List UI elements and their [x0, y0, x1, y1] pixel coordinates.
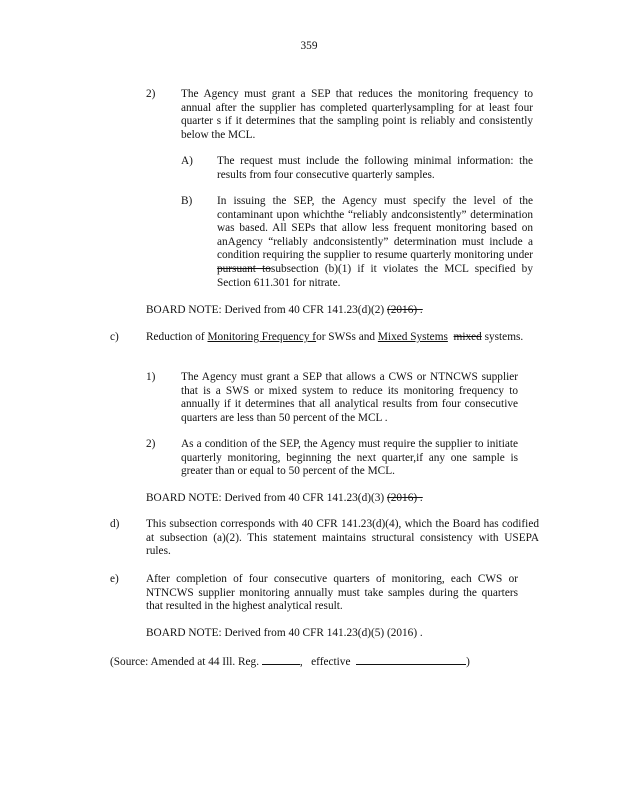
item-2-text: The Agency must grant a SEP that reduces the monitoring frequency to annual after the supplier has completed quarterlysampling for at least four quarter s if it determines that the sampling point is reliably and consistently below the MCL. — [181, 88, 533, 141]
item-2a-label: A) — [181, 155, 193, 167]
item-c-underlined-2: Mixed Systems — [377, 331, 448, 343]
item-c-underlined-1: Monitoring Frequency f — [207, 331, 317, 343]
item-c1-label: 1) — [146, 371, 156, 383]
item-d-label: d) — [110, 518, 120, 530]
source-comma: , — [299, 656, 303, 668]
item-2b-text-before: In issuing the SEP, the Agency must specify the level of the contaminant upon whichthe “reliably andconsistently” determination was based. All SEPs that allow less frequent monitoring based on anAgency “reliably andconsistently” determination must include a condition requiring the supplier to resume quarterly monitoring under — [217, 195, 533, 262]
item-2b-struck: pursuant to — [217, 262, 271, 275]
board-note-2 — [146, 492, 423, 506]
item-2a-text: The request must include the following minimal information: the results from four consecutive quarterly samples. — [217, 155, 533, 181]
item-c2-label: 2) — [146, 438, 156, 450]
board-note-2-text: BOARD NOTE: Derived from 40 CFR 141.23(d)(3) — [146, 492, 387, 504]
source-effective: effective — [311, 656, 351, 668]
board-note-1-text: BOARD NOTE: Derived from 40 CFR 141.23(d)(2) — [146, 304, 387, 316]
item-2b-label: B) — [181, 195, 193, 207]
item-c-text-1: Reduction of — [146, 331, 208, 343]
effective-blank — [356, 653, 466, 665]
source-prefix: (Source: Amended at 44 Ill. Reg. — [110, 656, 260, 668]
board-note-1 — [146, 304, 423, 318]
page-number: 359 — [300, 40, 318, 52]
item-2-label: 2) — [146, 88, 156, 100]
item-d-text: This subsection corresponds with 40 CFR 141.23(d)(4), which the Board has codified at subsection (a)(2). This statement maintains structural consistency with USEPA rules. — [146, 518, 539, 558]
board-note-3: BOARD NOTE: Derived from 40 CFR 141.23(d)(5) (2016) . — [146, 627, 423, 639]
item-e-text: After completion of four consecutive quarters of monitoring, each CWS or NTNCWS supplier monitoring annually must take samples during the quarters that resulted in the highest analytical result. — [146, 573, 518, 613]
item-c-text — [146, 331, 533, 345]
item-e-label: e) — [110, 573, 119, 585]
item-2b-text-after: subsection (b)(1) if it violates the MCL specified by Section 611.301 for nitrate. — [217, 262, 533, 289]
board-note-2-struck: (2016) . — [386, 492, 423, 504]
source-line — [110, 653, 470, 670]
item-c1-text: The Agency must grant a SEP that allows a CWS or NTNCWS supplier that is a SWS or mixed system to reduce its monitoring frequency to annually if it determines that all analytical results from four consecutive quarters are less than 50 percent of the MCL . — [181, 371, 518, 424]
source-close: ) — [466, 656, 470, 668]
board-note-1-struck: (2016) . — [386, 304, 423, 316]
item-c-text-2: or SWSs and — [316, 331, 378, 343]
item-c-text-3: systems. — [481, 331, 524, 343]
item-c-label: c) — [110, 331, 119, 343]
item-2b-text — [217, 195, 533, 290]
item-c-struck: mixed — [453, 331, 482, 343]
item-c2-text: As a condition of the SEP, the Agency must require the supplier to initiate quarterly monitoring, beginning the next quarter,if any one sample is greater than or equal to 50 percent of the MCL. — [181, 438, 518, 478]
reg-blank — [262, 653, 300, 665]
